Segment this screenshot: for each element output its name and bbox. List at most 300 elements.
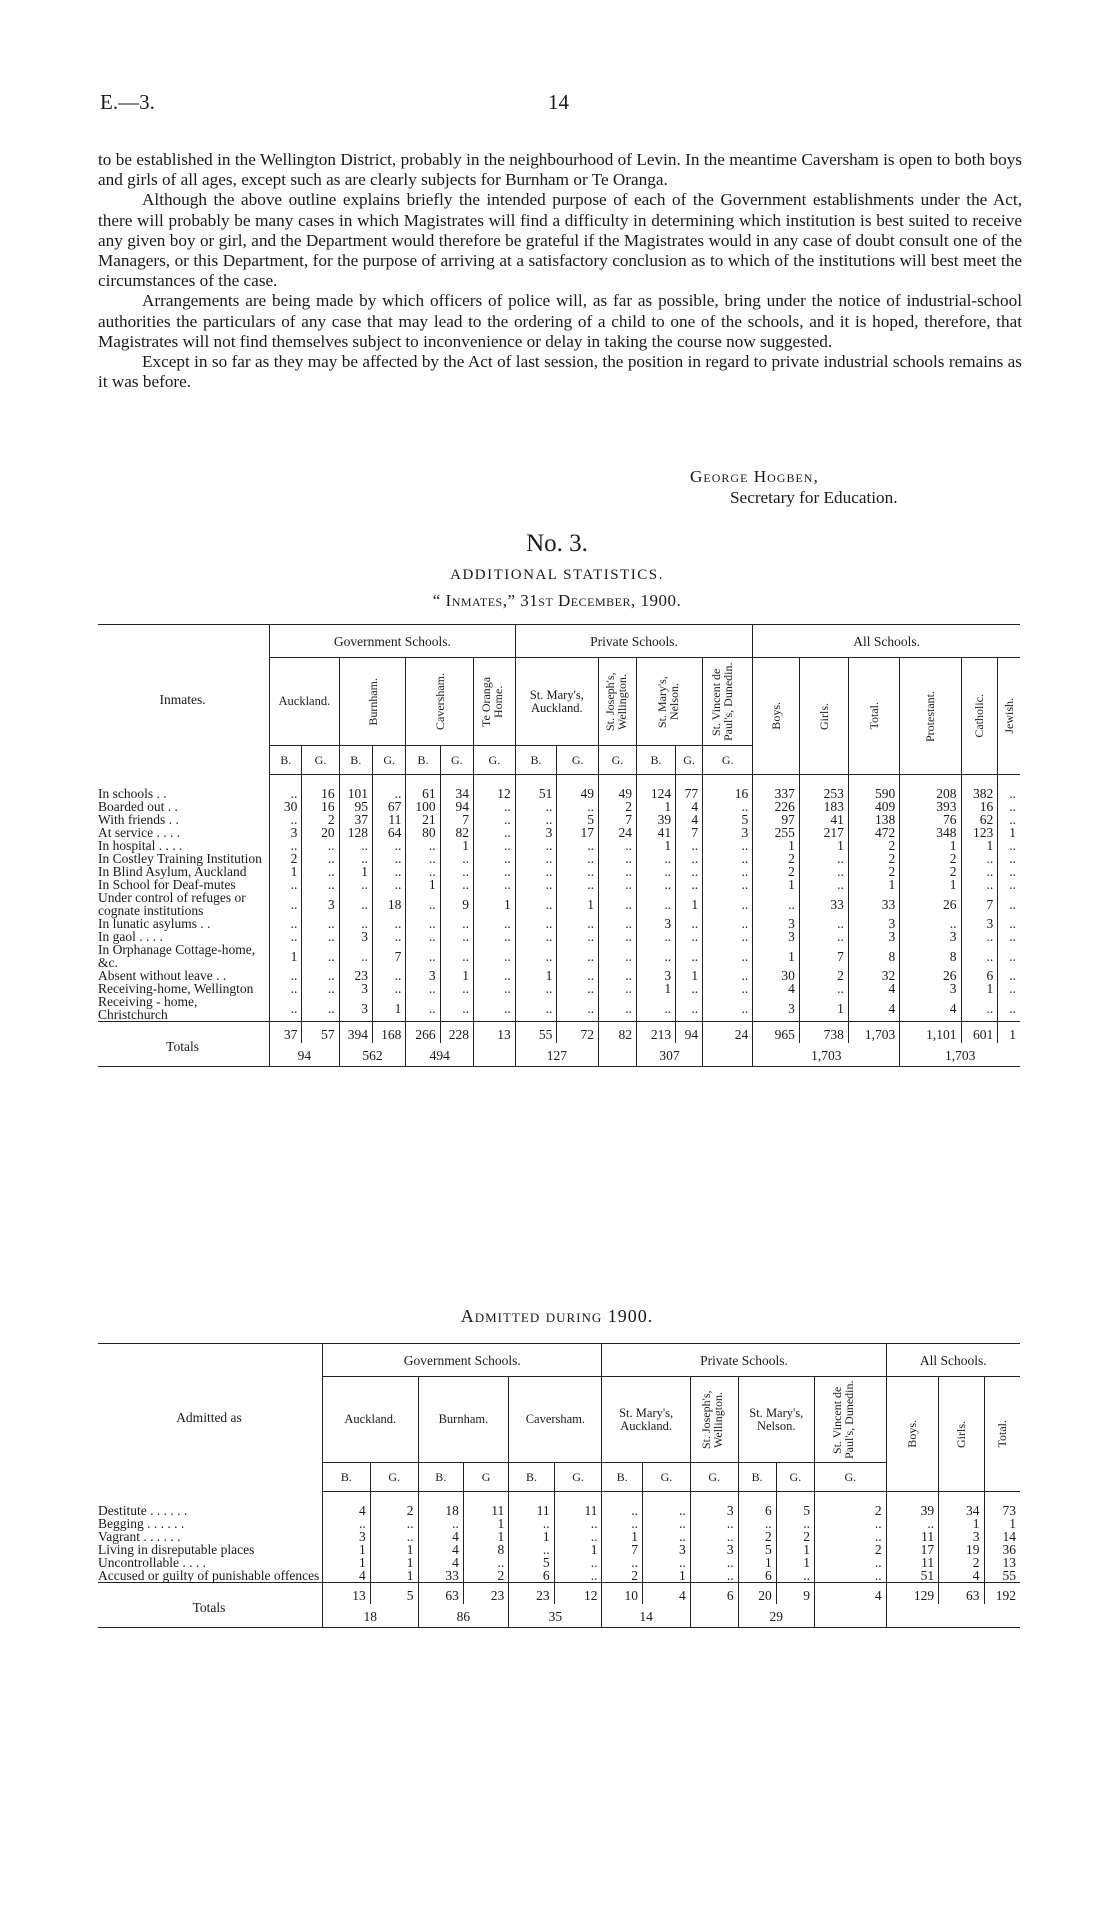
table-cell: 95 [339,800,372,813]
table-cell: .. [406,891,440,917]
table-cell: 33 [848,891,899,917]
table-cell: .. [302,839,339,852]
table-cell: .. [474,813,516,826]
table-cell: 1 [370,1556,418,1569]
table-cell: .. [440,865,473,878]
total-cell: 57 [302,1022,339,1044]
table-cell: 1 [998,826,1020,839]
table1-bg: B. [636,746,675,775]
table-cell: .. [998,891,1020,917]
table-cell: .. [799,878,848,891]
subtotal-cell: 29 [738,1604,814,1628]
table-cell: 3 [753,995,800,1022]
table1-bg: G. [703,746,753,775]
table-row [98,1492,1020,1518]
spacer-cell [474,1043,516,1067]
table1-school-caversham: Caversham. [406,658,474,746]
table-cell: 1 [961,839,998,852]
table-cell: .. [406,917,440,930]
table1-group-private: Private Schools. [515,625,753,658]
table-cell: .. [557,930,599,943]
row-label: Vagrant . . . . . . [98,1529,181,1544]
table1-bg: B. [406,746,440,775]
table-cell: 1 [984,1517,1020,1530]
table-cell: .. [598,995,636,1022]
table-cell: 94 [440,800,473,813]
table-cell: .. [814,1517,886,1530]
table-cell: 34 [440,775,473,801]
table-cell: 4 [676,800,703,813]
table-cell: 1 [643,1569,691,1583]
table-cell: .. [998,969,1020,982]
table1-school-st-marys-auckland: St. Mary's, Auckland. [515,658,598,746]
table-cell: .. [373,852,406,865]
table-cell: .. [418,1517,463,1530]
table-cell: 18 [373,891,406,917]
table-cell: .. [302,995,339,1022]
table-cell: 1 [373,995,406,1022]
table-cell: .. [703,800,753,813]
table-cell: .. [602,1517,643,1530]
table-cell: 3 [339,995,372,1022]
total-cell: 13 [323,1583,371,1605]
table-cell: 49 [557,775,599,801]
paragraph: Arrangements are being made by which officers of police will, as far as possible, bring under the notice of industrial-school authorities the particulars of any case that may lead to the ordering of a child to one of the schools, and it is hoped, therefore, that Magistrates will not find themselves subject to inconvenience or delay in taking the course now suggested. [98,291,1022,351]
table-cell: 337 [753,775,800,801]
table-cell: .. [440,943,473,969]
table-cell: 4 [323,1569,371,1583]
table-cell: .. [554,1556,602,1569]
table-cell: .. [636,943,675,969]
table-cell: 97 [753,813,800,826]
table1-bg: G. [302,746,339,775]
document-reference: E.—3. [100,90,155,114]
row-label: In Costley Training Institution [98,851,262,866]
table-cell: 32 [848,969,899,982]
table-cell: 3 [339,982,372,995]
table-cell: 1 [602,1530,643,1543]
table1-school-te-oranga: Te Oranga Home. [474,658,516,746]
table-cell: .. [998,813,1020,826]
subtotal-cell: 562 [339,1043,406,1067]
table-cell: 7 [373,943,406,969]
table-cell: 183 [799,800,848,813]
total-cell: 601 [961,1022,998,1044]
table-cell: 1 [440,969,473,982]
table-cell: .. [703,891,753,917]
table1-title: “ Inmates,” 31st December, 1900. [432,591,682,610]
table-cell: 226 [753,800,800,813]
table-cell: .. [554,1517,602,1530]
table-cell: 1 [515,969,557,982]
table-cell: 2 [463,1569,508,1583]
table-cell: .. [703,865,753,878]
table-cell: 17 [886,1543,939,1556]
subtotal-cell: 307 [636,1043,702,1067]
table-cell: 2 [848,865,899,878]
table-cell: .. [998,982,1020,995]
table-cell: .. [598,930,636,943]
table-cell: 2 [799,969,848,982]
table-cell: .. [602,1556,643,1569]
table-cell: 4 [676,813,703,826]
table-cell: 5 [703,813,753,826]
table-cell: 393 [900,800,961,813]
table-cell: 6 [961,969,998,982]
table-cell: .. [703,878,753,891]
total-cell: 1,703 [848,1022,899,1044]
table-cell: .. [339,839,372,852]
table-cell: .. [799,852,848,865]
table-cell: .. [676,917,703,930]
table-cell: .. [474,943,516,969]
total-cell: 94 [676,1022,703,1044]
table-cell: 4 [900,995,961,1022]
table-cell: .. [814,1569,886,1583]
table-cell: 30 [753,969,800,982]
total-cell: 82 [598,1022,636,1044]
table-cell: 67 [373,800,406,813]
table-cell: 1 [406,878,440,891]
table-cell: 4 [418,1543,463,1556]
table-cell: 3 [339,930,372,943]
table1-stub-header: Inmates. [159,692,206,708]
table-cell: .. [643,1530,691,1543]
spacer-cell [703,1043,753,1067]
table-cell: 2 [370,1492,418,1518]
table-cell: 409 [848,800,899,813]
table-cell: 1 [799,995,848,1022]
table-cell: .. [515,917,557,930]
table-cell: .. [440,852,473,865]
table-cell: .. [474,969,516,982]
totals-label: Totals [98,1583,323,1628]
table-cell: 2 [776,1530,814,1543]
table-cell: 1 [776,1556,814,1569]
table1-col-boys: Boys. [753,658,800,775]
table-cell: .. [598,943,636,969]
subtotal-cell: 127 [515,1043,598,1067]
table2-school-st-vincent: St. Vincent de Paul's, Dunedin. [814,1377,886,1463]
table-cell: 76 [900,813,961,826]
table-cell: 7 [799,943,848,969]
table-cell: 11 [373,813,406,826]
spacer-cell [690,1604,738,1628]
table1-bg: B. [270,746,302,775]
total-cell: 12 [554,1583,602,1605]
table-cell: 1 [676,891,703,917]
table-cell: 1 [636,839,675,852]
table-cell: .. [703,852,753,865]
spacer-cell [814,1604,886,1628]
table-cell: .. [998,943,1020,969]
table-cell: .. [643,1556,691,1569]
table-row [98,826,1020,839]
table-cell: .. [676,995,703,1022]
table-cell: .. [515,865,557,878]
table-cell: 3 [939,1530,984,1543]
table2-group-all: All Schools. [886,1344,1020,1377]
table-cell: 3 [753,917,800,930]
table1-school-st-vincent: St. Vincent de Paul's, Dunedin. [703,658,753,746]
table-cell: 217 [799,826,848,839]
row-label: Uncontrollable . . . . [98,1555,206,1570]
table-cell: .. [690,1569,738,1583]
table1-group-all: All Schools. [753,625,1020,658]
table-cell: 62 [961,813,998,826]
table-cell: .. [302,943,339,969]
table-cell: .. [515,878,557,891]
table-cell: 16 [703,775,753,801]
table-cell: 33 [418,1569,463,1583]
table-cell: .. [636,995,675,1022]
table-cell: .. [998,852,1020,865]
table-cell: 16 [302,800,339,813]
table-cell: 33 [799,891,848,917]
row-label: Boarded out . . [98,799,178,814]
total-cell: 9 [776,1583,814,1605]
table2-school-auckland: Auckland. [323,1377,419,1463]
total-cell: 55 [515,1022,557,1044]
table-cell: .. [302,982,339,995]
table-cell: .. [886,1517,939,1530]
table-cell: .. [270,930,302,943]
table2-bg: G. [643,1463,691,1492]
table-cell: .. [474,917,516,930]
table-cell: .. [557,982,599,995]
table-cell: .. [440,878,473,891]
table-cell: .. [799,917,848,930]
table-cell: .. [998,775,1020,801]
row-label: In schools . . [98,785,167,801]
paragraph: to be established in the Wellington District, probably in the neighbourhood of Levin. In the meantime Caversham is open to both boys and girls of all ages, except such as are clearly subjects for Burnham or Te Oranga. [98,150,1022,190]
table-cell: .. [598,891,636,917]
table-cell: 4 [848,982,899,995]
totals-row [98,1583,1020,1605]
table-cell: 1 [636,982,675,995]
total-cell: 37 [270,1022,302,1044]
table-row [98,775,1020,801]
table-cell: 1 [509,1530,554,1543]
table-cell: .. [302,917,339,930]
table1-bg: G. [557,746,599,775]
table-cell: .. [961,865,998,878]
table2-bg: B. [509,1463,554,1492]
table-cell: 12 [474,775,516,801]
spacer-cell [886,1604,1020,1628]
table-row [98,865,1020,878]
table1-col-total: Total. [848,658,899,775]
table-cell: 3 [302,891,339,917]
table-cell: .. [515,839,557,852]
table-cell: .. [270,982,302,995]
signatory-name: George Hogben, [690,467,819,486]
table-cell: .. [998,930,1020,943]
paragraph: Except in so far as they may be affected by the Act of last session, the position in regard to private industrial schools remains as it was before. [98,352,1022,392]
table-cell: .. [998,800,1020,813]
table2-stub-header: Admitted as [176,1410,242,1426]
table-cell: 6 [509,1569,554,1583]
table-cell: .. [302,852,339,865]
table-cell: .. [474,930,516,943]
total-cell: 129 [886,1583,939,1605]
table-cell: .. [557,943,599,969]
table-cell: .. [515,930,557,943]
table-cell: 208 [900,775,961,801]
table-cell: 51 [886,1569,939,1583]
table-cell: 1 [636,800,675,813]
spacer-cell [598,1043,636,1067]
table-row [98,917,1020,930]
table-cell: 1 [676,969,703,982]
total-cell: 4 [814,1583,886,1605]
table-cell: 51 [515,775,557,801]
table-cell: 1 [557,891,599,917]
subtotal-cell: 35 [509,1604,602,1628]
table-cell: .. [474,982,516,995]
table-cell: .. [270,995,302,1022]
table-cell: 2 [814,1543,886,1556]
row-label: Accused or guilty of punishable offences [98,1568,320,1583]
row-label: In School for Deaf-mutes [98,877,236,892]
table-cell: 4 [323,1492,371,1518]
total-cell: 24 [703,1022,753,1044]
table-cell: .. [961,852,998,865]
row-label: Absent without leave . . [98,968,227,983]
table-cell: 3 [703,826,753,839]
table-cell: .. [961,943,998,969]
table-cell: 1 [463,1517,508,1530]
table-cell: .. [515,943,557,969]
table-cell: .. [373,878,406,891]
table-cell: .. [676,852,703,865]
table-cell: .. [703,969,753,982]
table-cell: 1 [961,982,998,995]
total-cell: 1,101 [900,1022,961,1044]
table-cell: 128 [339,826,372,839]
table-cell: .. [373,865,406,878]
table2-col-total: Total. [984,1377,1020,1492]
table-cell: .. [703,943,753,969]
table2-title: Admitted during 1900. [460,1306,654,1326]
table-cell: .. [557,839,599,852]
table-cell: .. [676,930,703,943]
table-cell: 4 [848,995,899,1022]
table-cell: .. [270,969,302,982]
table-row [98,995,1020,1022]
table-cell: 348 [900,826,961,839]
body-text [98,150,1022,392]
table-cell: 41 [799,813,848,826]
table-cell: .. [690,1556,738,1569]
table-cell: 2 [270,852,302,865]
table2-bg: B. [323,1463,371,1492]
row-label: Begging . . . . . . [98,1516,185,1531]
paragraph: Although the above outline explains briefly the intended purpose of each of the Government establishments under the Act, there will probably be many cases in which Magistrates will find a difficulty in determining which institution is best suited to receive any given boy or girl, and the Department would therefore be grateful if the Magistrates would in any case of doubt consult one of the Managers, or this Department, for the purpose of arriving at a satisfactory conclusion as to which of the institutions will best meet the circumstances of the case. [98,190,1022,291]
total-cell: 4 [643,1583,691,1605]
table-cell: .. [557,917,599,930]
table-cell: .. [643,1517,691,1530]
table-cell: 30 [270,800,302,813]
table-cell: .. [676,982,703,995]
table-cell: 26 [900,969,961,982]
total-cell: 394 [339,1022,372,1044]
table-cell: 123 [961,826,998,839]
table-cell: 4 [753,982,800,995]
table-cell: .. [703,839,753,852]
table-cell: 3 [753,930,800,943]
table-cell: 3 [636,969,675,982]
table2-col-girls: Girls. [939,1377,984,1492]
table2-school-caversham: Caversham. [509,1377,602,1463]
table-cell: 55 [984,1569,1020,1583]
table-cell: 1 [939,1517,984,1530]
total-cell: 72 [557,1022,599,1044]
row-label: In Orphanage Cottage-home, &c. [98,942,256,970]
table-cell: .. [598,839,636,852]
table-cell: .. [474,826,516,839]
table-cell: .. [676,943,703,969]
table-cell: .. [406,930,440,943]
table-cell: 253 [799,775,848,801]
table-cell: .. [636,878,675,891]
table-cell: .. [703,930,753,943]
table-cell: .. [676,865,703,878]
table-cell: .. [799,982,848,995]
row-label: At service . . . . [98,825,181,840]
table-cell: 7 [440,813,473,826]
table-cell: 1 [848,878,899,891]
table-cell: .. [598,852,636,865]
table-cell: .. [440,930,473,943]
table-cell: .. [703,917,753,930]
total-cell: 228 [440,1022,473,1044]
table-cell: .. [598,969,636,982]
total-cell: 13 [474,1022,516,1044]
table-cell: .. [270,878,302,891]
table-cell: 17 [557,826,599,839]
table-cell: .. [270,775,302,801]
total-cell: 5 [370,1583,418,1605]
table-cell: .. [406,839,440,852]
table-cell: 590 [848,775,899,801]
table1-group-government: Government Schools. [270,625,516,658]
table-cell: 19 [939,1543,984,1556]
table-cell: .. [557,800,599,813]
table-cell: 8 [900,943,961,969]
table-cell: .. [676,839,703,852]
totals-label: Totals [98,1022,270,1067]
table-cell: .. [474,878,516,891]
total-cell: 10 [602,1583,643,1605]
table-cell: 16 [302,775,339,801]
table-cell: 6 [738,1492,776,1518]
table-cell: .. [636,930,675,943]
table-cell: .. [557,969,599,982]
table-cell: 61 [406,775,440,801]
table-cell: .. [370,1517,418,1530]
subtotal-cell: 494 [406,1043,474,1067]
table-row [98,943,1020,969]
table-cell: 39 [886,1492,939,1518]
table-cell: 472 [848,826,899,839]
total-cell: 266 [406,1022,440,1044]
table-cell: .. [814,1530,886,1543]
table-cell: .. [998,995,1020,1022]
table1-school-auckland: Auckland. [270,658,340,746]
table-cell: 1 [323,1543,371,1556]
table-cell: .. [554,1530,602,1543]
